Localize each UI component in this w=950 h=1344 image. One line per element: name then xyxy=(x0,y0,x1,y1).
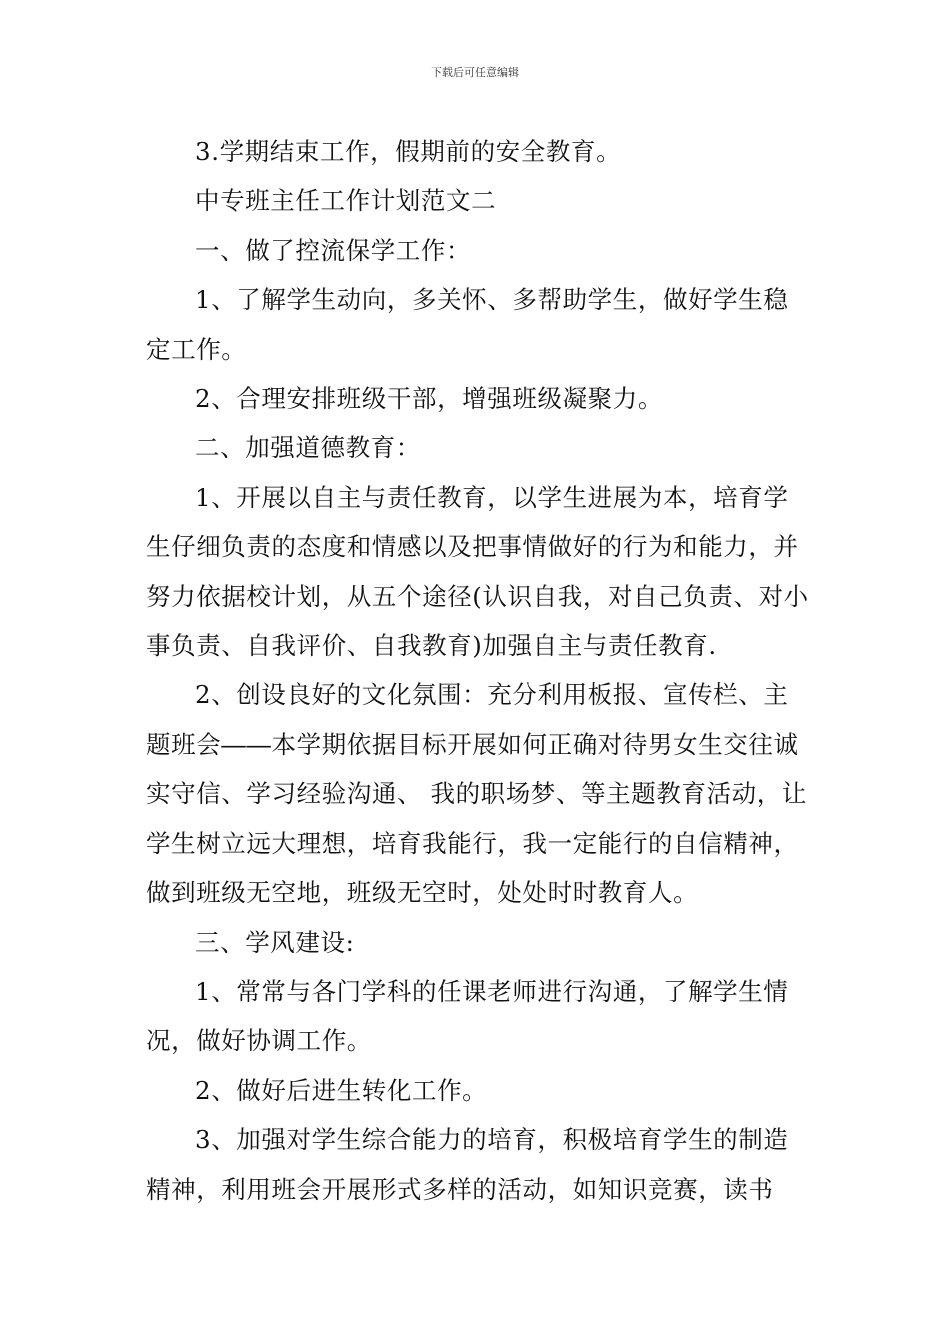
paragraph-heading-1: 一、做了控流保学工作： xyxy=(195,235,472,265)
paragraph-3-2: 2、做好后进生转化工作。 xyxy=(195,1075,488,1105)
paragraph-3-1: 1、常常与各门学科的任课老师进行沟通，了解学生情况，做好协调工作。 xyxy=(146,976,789,1056)
paragraph-1-2: 2、合理安排班级干部，增强班级凝聚力。 xyxy=(195,384,663,414)
page-header: 下载后可任意编辑 xyxy=(431,66,519,79)
paragraph-heading-2: 二、加强道德教育： xyxy=(195,433,421,463)
paragraph-heading-3: 三、学风建设: xyxy=(195,927,355,957)
paragraph-term-end-work: 3.学期结束工作，假期前的安全教育。 xyxy=(195,137,622,166)
paragraph-2-2: 2、创设良好的文化氛围：充分利用板报、宣传栏、主题班会――本学期依据目标开展如何正确对待男女生交往诚实守信、学习经验沟通、 我的职场梦、等主题教育活动，让学生树立远大理想，培育我能行，我一定能行的自信精神，做到班级无空地，班级无空时，处处时时教育人。 xyxy=(146,680,807,908)
paragraph-section-title: 中专班主任工作计划范文二 xyxy=(195,186,497,216)
document-body xyxy=(146,127,810,1214)
paragraph-1-1: 1、了解学生动向，多关怀、多帮助学生，做好学生稳定工作。 xyxy=(146,285,789,364)
paragraph-3-3: 3、加强对学生综合能力的培育，积极培育学生的制造精神，利用班会开展形式多样的活动，如知识竞赛，读书 xyxy=(146,1125,789,1204)
paragraph-2-1: 1、开展以自主与责任教育，以学生进展为本，培育学生仔细负责的态度和情感以及把事情做好的行为和能力，并努力依据校计划，从五个途径(认识自我，对自己负责、对小事负责、自我评价、自我教育)加强自主与责任教育. xyxy=(146,482,809,661)
